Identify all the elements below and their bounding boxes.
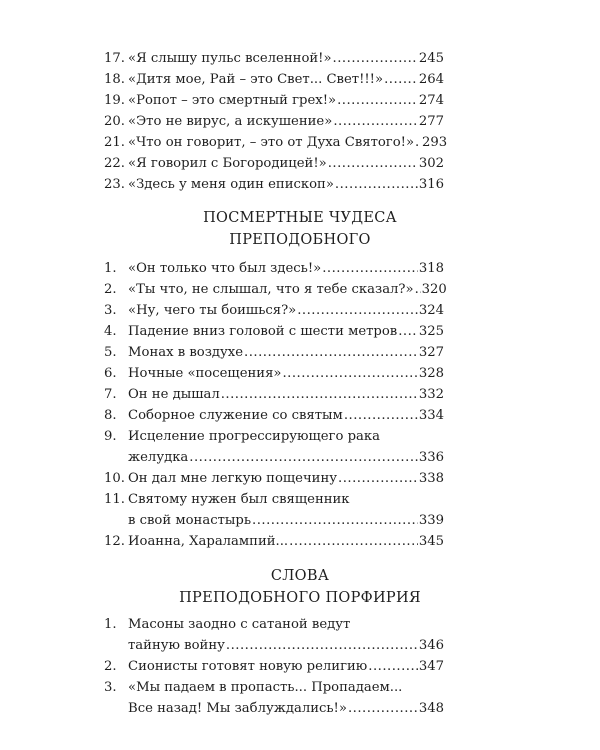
entry-title: Иоанна, Харалампий... — [128, 534, 289, 549]
leader-dots — [398, 321, 418, 342]
entry-number: 10. — [104, 471, 125, 486]
entry-page: 325 — [418, 324, 444, 339]
toc-entry-18 — [104, 69, 444, 90]
entry-page: 318 — [418, 261, 444, 276]
entry-number: 8. — [104, 408, 117, 423]
leader-dots — [328, 153, 418, 174]
leader-dots — [282, 363, 417, 384]
entry-number: 12. — [104, 534, 125, 549]
leader-dots — [333, 48, 418, 69]
toc-entry-m7 — [104, 384, 444, 405]
toc-entry-m2 — [104, 279, 447, 300]
leader-dots — [289, 531, 418, 552]
entry-title: Исцеление прогрессирующего рака — [128, 429, 381, 444]
leader-dots — [344, 405, 418, 426]
entry-page: 264 — [418, 72, 444, 87]
toc-entry-m4 — [104, 321, 444, 342]
leader-dots — [415, 279, 421, 300]
entry-number: 2. — [104, 659, 117, 674]
entry-page: 274 — [418, 93, 444, 108]
entry-title-continuation: Все назад! Мы заблуждались!» — [128, 701, 347, 716]
leader-dots — [221, 384, 418, 405]
leader-dots — [226, 635, 418, 656]
entry-title-continuation: желудка — [128, 450, 189, 465]
leader-dots — [384, 69, 418, 90]
toc-entry-w3 — [104, 677, 444, 719]
entry-title: «Я слышу пульс вселенной!» — [128, 51, 332, 66]
entry-page: 316 — [418, 177, 444, 192]
entry-page: 320 — [421, 282, 447, 297]
leader-dots — [337, 90, 418, 111]
entry-number: 9. — [104, 429, 117, 444]
toc-entry-m3 — [104, 300, 444, 321]
heading-line-2: ПРЕПОДОБНОГО — [229, 232, 371, 248]
entry-page: 339 — [418, 513, 444, 528]
entry-number: 2. — [104, 282, 117, 297]
section-heading-words-of-porphyrios — [0, 565, 600, 609]
entry-page: 277 — [418, 114, 444, 129]
entry-title: «Ну, чего ты боишься?» — [128, 303, 297, 318]
heading-line-1: СЛОВА — [270, 568, 330, 584]
entry-title: Ночные «посещения» — [128, 366, 282, 381]
leader-dots — [252, 510, 418, 531]
entry-title: «Ропот – это смертный грех!» — [128, 93, 337, 108]
entry-number: 3. — [104, 680, 117, 695]
entry-number: 19. — [104, 93, 125, 108]
toc-entry-m12 — [104, 531, 444, 552]
entry-page: 293 — [422, 135, 448, 150]
entry-title: Монах в воздухе — [128, 345, 244, 360]
leader-dots — [348, 698, 418, 719]
toc-entry-m6 — [104, 363, 444, 384]
entry-title: «Это не вирус, а искушение» — [128, 114, 333, 129]
toc-entry-w1 — [104, 614, 444, 656]
entry-page: 338 — [418, 471, 444, 486]
leader-dots — [244, 342, 418, 363]
entry-title: «Здесь у меня один епископ» — [128, 177, 334, 192]
entry-page: 328 — [418, 366, 444, 381]
leader-dots — [415, 132, 421, 153]
entry-title-continuation: в свой монастырь — [128, 513, 251, 528]
entry-page: 302 — [418, 156, 444, 171]
entry-page: 334 — [418, 408, 444, 423]
entry-title: «Он только что был здесь!» — [128, 261, 322, 276]
entry-page: 324 — [418, 303, 444, 318]
toc-entry-m5 — [104, 342, 444, 363]
entry-title: Падение вниз головой с шести метров — [128, 324, 398, 339]
toc-entry-m11 — [104, 489, 444, 531]
toc-entry-w2 — [104, 656, 444, 677]
entry-title: Соборное служение со святым — [128, 408, 343, 423]
entry-number: 5. — [104, 345, 117, 360]
entry-page: 245 — [418, 51, 444, 66]
entry-title: «Что он говорит, – это от Духа Святого!» — [128, 135, 415, 150]
toc-entry-m8 — [104, 405, 444, 426]
entry-number: 23. — [104, 177, 125, 192]
entry-title: «Ты что, не слышал, что я тебе сказал?» — [128, 282, 414, 297]
leader-dots — [333, 111, 418, 132]
entry-number: 6. — [104, 366, 117, 381]
entry-number: 21. — [104, 135, 125, 150]
entry-page: 336 — [418, 450, 444, 465]
entry-title: Он дал мне легкую пощечину — [128, 471, 338, 486]
leader-dots — [335, 174, 418, 195]
leader-dots — [338, 468, 418, 489]
leader-dots — [322, 258, 418, 279]
entry-number: 17. — [104, 51, 125, 66]
entry-title: «Я говорил с Богородицей!» — [128, 156, 327, 171]
toc-entry-17 — [104, 48, 444, 69]
toc-entry-m1 — [104, 258, 444, 279]
toc-entry-22 — [104, 153, 444, 174]
entry-title: Масоны заодно с сатаной ведут — [128, 617, 351, 632]
entry-number: 11. — [104, 492, 125, 507]
entry-title: Он не дышал — [128, 387, 220, 402]
toc-entry-21 — [104, 132, 448, 153]
entry-number: 3. — [104, 303, 117, 318]
entry-number: 1. — [104, 261, 117, 276]
entry-title-continuation: тайную войну — [128, 638, 225, 653]
section-heading-posthumous-miracles — [0, 207, 600, 251]
toc-entry-19 — [104, 90, 444, 111]
entry-page: 346 — [418, 638, 444, 653]
leader-dots — [189, 447, 418, 468]
entry-number: 4. — [104, 324, 117, 339]
toc-entry-23 — [104, 174, 444, 195]
entry-number: 18. — [104, 72, 125, 87]
heading-line-2: ПРЕПОДОБНОГО ПОРФИРИЯ — [179, 590, 421, 606]
entry-title: Сионисты готовят новую религию — [128, 659, 368, 674]
toc-entry-m9 — [104, 426, 444, 468]
entry-number: 1. — [104, 617, 117, 632]
entry-page: 347 — [418, 659, 444, 674]
heading-line-1: ПОСМЕРТНЫЕ ЧУДЕСА — [203, 210, 397, 226]
toc-entry-m10 — [104, 468, 444, 489]
entry-number: 7. — [104, 387, 117, 402]
entry-title: Святому нужен был священник — [128, 492, 350, 507]
entry-number: 20. — [104, 114, 125, 129]
entry-page: 332 — [418, 387, 444, 402]
entry-page: 345 — [418, 534, 444, 549]
entry-title: «Дитя мое, Рай – это Свет... Свет!!!» — [128, 72, 384, 87]
entry-page: 327 — [418, 345, 444, 360]
leader-dots — [368, 656, 418, 677]
entry-number: 22. — [104, 156, 125, 171]
leader-dots — [297, 300, 418, 321]
toc-entry-20 — [104, 111, 444, 132]
entry-title: «Мы падаем в пропасть... Пропадаем... — [128, 680, 403, 695]
entry-page: 348 — [418, 701, 444, 716]
